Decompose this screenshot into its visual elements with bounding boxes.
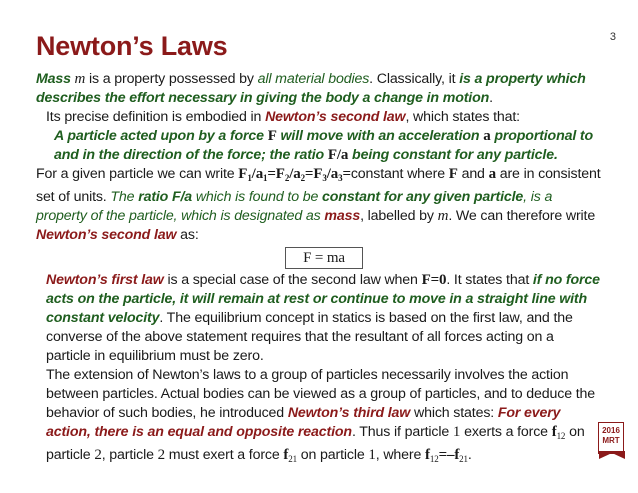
text-span: on particle bbox=[46, 424, 585, 463]
text-span: and bbox=[457, 166, 489, 182]
text-span: which states: bbox=[410, 405, 498, 421]
force-symbol: f bbox=[283, 447, 289, 463]
text-span: 1 bbox=[247, 173, 252, 183]
page-title: Newton’s Laws bbox=[36, 31, 228, 61]
mass-symbol: m bbox=[70, 71, 86, 87]
text-span: . We can therefore write bbox=[448, 208, 596, 224]
force-symbol: F bbox=[448, 166, 458, 182]
text-span: , where bbox=[375, 447, 426, 463]
third-law-paragraph bbox=[36, 366, 602, 469]
text-span: , particle bbox=[101, 447, 158, 463]
force-symbol: =–f bbox=[438, 447, 460, 463]
ratio-symbol: F/a bbox=[327, 147, 349, 163]
material-bodies-phrase: all material bodies bbox=[257, 71, 370, 87]
ribbon-icon bbox=[599, 451, 625, 459]
text-span: 2 bbox=[300, 173, 305, 183]
second-law-term: Newton’s second law bbox=[265, 109, 406, 125]
text-span: . bbox=[467, 447, 472, 463]
particle-number: 1 bbox=[368, 447, 376, 463]
ratio-phrase: ratio F/a bbox=[138, 189, 193, 205]
force-symbol: F bbox=[267, 128, 277, 144]
text-span: = bbox=[342, 166, 351, 182]
text-span: A particle acted upon by a force bbox=[54, 128, 268, 144]
first-law-statement: if no force acts on the particle, it will remain at rest or continue to move in a straight line with constant velocity bbox=[46, 272, 600, 326]
second-law-term: Newton’s second law bbox=[36, 227, 177, 243]
first-law-paragraph bbox=[36, 271, 602, 366]
badge-initials: MRT bbox=[602, 436, 620, 445]
text-span: =F bbox=[267, 166, 285, 182]
mass-definition-phrase: is a property which describes the effort necessary in giving the body a change in motion bbox=[36, 71, 586, 106]
mass-term: mass bbox=[324, 208, 361, 224]
text-span: must exert a force bbox=[164, 447, 284, 463]
text-span: are in consistent set of units. bbox=[36, 166, 601, 205]
third-law-statement: For every action, there is an equal and opposite reaction bbox=[46, 405, 561, 440]
zero-force-condition: F=0 bbox=[421, 272, 447, 288]
text-span: , which states that: bbox=[405, 109, 520, 125]
text-span: 2 bbox=[284, 173, 290, 183]
text-span: For a given particle we can write bbox=[36, 166, 239, 182]
text-span: F bbox=[238, 166, 248, 182]
text-span: exerts a force bbox=[460, 424, 552, 440]
text-span: 3 bbox=[338, 173, 343, 183]
third-law-term: Newton’s third law bbox=[287, 405, 411, 421]
text-span: . Thus if particle bbox=[351, 424, 453, 440]
text-span: 3 bbox=[322, 173, 327, 183]
text-span: is a special case of the second law when bbox=[163, 272, 422, 288]
text-span: 12 bbox=[556, 431, 566, 441]
ratio-equation bbox=[238, 166, 351, 182]
constant-phrase: constant for any given particle bbox=[322, 189, 524, 205]
text-span: . The equilibrium concept in statics is based on the first law, and the converse of the above statement requires that the resultant of all forces acting on a particle in equilibrium must be zero. bbox=[46, 310, 573, 364]
text-span: Its precise definition is embodied in bbox=[46, 109, 266, 125]
particle-number: 1 bbox=[452, 424, 461, 440]
text-span: will move with an acceleration bbox=[276, 128, 484, 144]
force-symbol: f bbox=[551, 424, 557, 440]
text-span: 12 bbox=[429, 454, 439, 464]
particle-number: 2 bbox=[94, 447, 102, 463]
text-span: on particle bbox=[296, 447, 369, 463]
text-span: The bbox=[110, 189, 139, 205]
text-span: /a bbox=[289, 166, 301, 182]
text-span: proportional to and in the direction of the force; the ratio bbox=[54, 128, 594, 163]
second-law-formula: F = ma bbox=[285, 247, 363, 269]
text-span: /a bbox=[251, 166, 264, 182]
slide-body bbox=[36, 70, 602, 469]
first-law-term: Newton’s first law bbox=[46, 272, 164, 288]
text-span: 21 bbox=[288, 454, 297, 464]
text-span: 21 bbox=[459, 454, 468, 464]
text-span: 1 bbox=[263, 173, 268, 183]
text-span: , is a property of the particle, which is designated as bbox=[36, 189, 553, 224]
mass-symbol: m bbox=[437, 208, 449, 224]
text-span: . It states that bbox=[446, 272, 533, 288]
page-number: 3 bbox=[609, 31, 616, 43]
acceleration-symbol: a bbox=[488, 166, 496, 182]
text-span: as: bbox=[176, 227, 199, 243]
author-badge bbox=[598, 422, 624, 454]
acceleration-symbol: a bbox=[483, 128, 491, 144]
second-law-statement bbox=[36, 127, 602, 165]
text-span: The extension of Newton’s laws to a group of particles necessarily involves the action between particles. Actual bodies can be viewed as a group of particles, and to deduce the behavior of such bodies, he introduced bbox=[46, 367, 595, 421]
text-span: /a bbox=[326, 166, 339, 182]
text-span: which is found to be bbox=[192, 189, 323, 205]
second-law-intro bbox=[36, 108, 602, 127]
mass-ratio-paragraph bbox=[36, 165, 602, 245]
force-symbol: f bbox=[425, 447, 430, 463]
text-span: being constant for any particle. bbox=[348, 147, 558, 163]
badge-year: 2016 bbox=[602, 426, 620, 435]
text-span: constant where bbox=[350, 166, 449, 182]
text-span: . bbox=[489, 90, 493, 106]
mass-paragraph bbox=[36, 70, 602, 108]
particle-number: 2 bbox=[157, 447, 165, 463]
text-span: . Classically, it bbox=[369, 71, 460, 87]
text-span: is a property possessed by bbox=[85, 71, 258, 87]
mass-term: Mass bbox=[36, 71, 71, 87]
text-span: =F bbox=[304, 166, 323, 182]
text-span: , labelled by bbox=[360, 208, 438, 224]
